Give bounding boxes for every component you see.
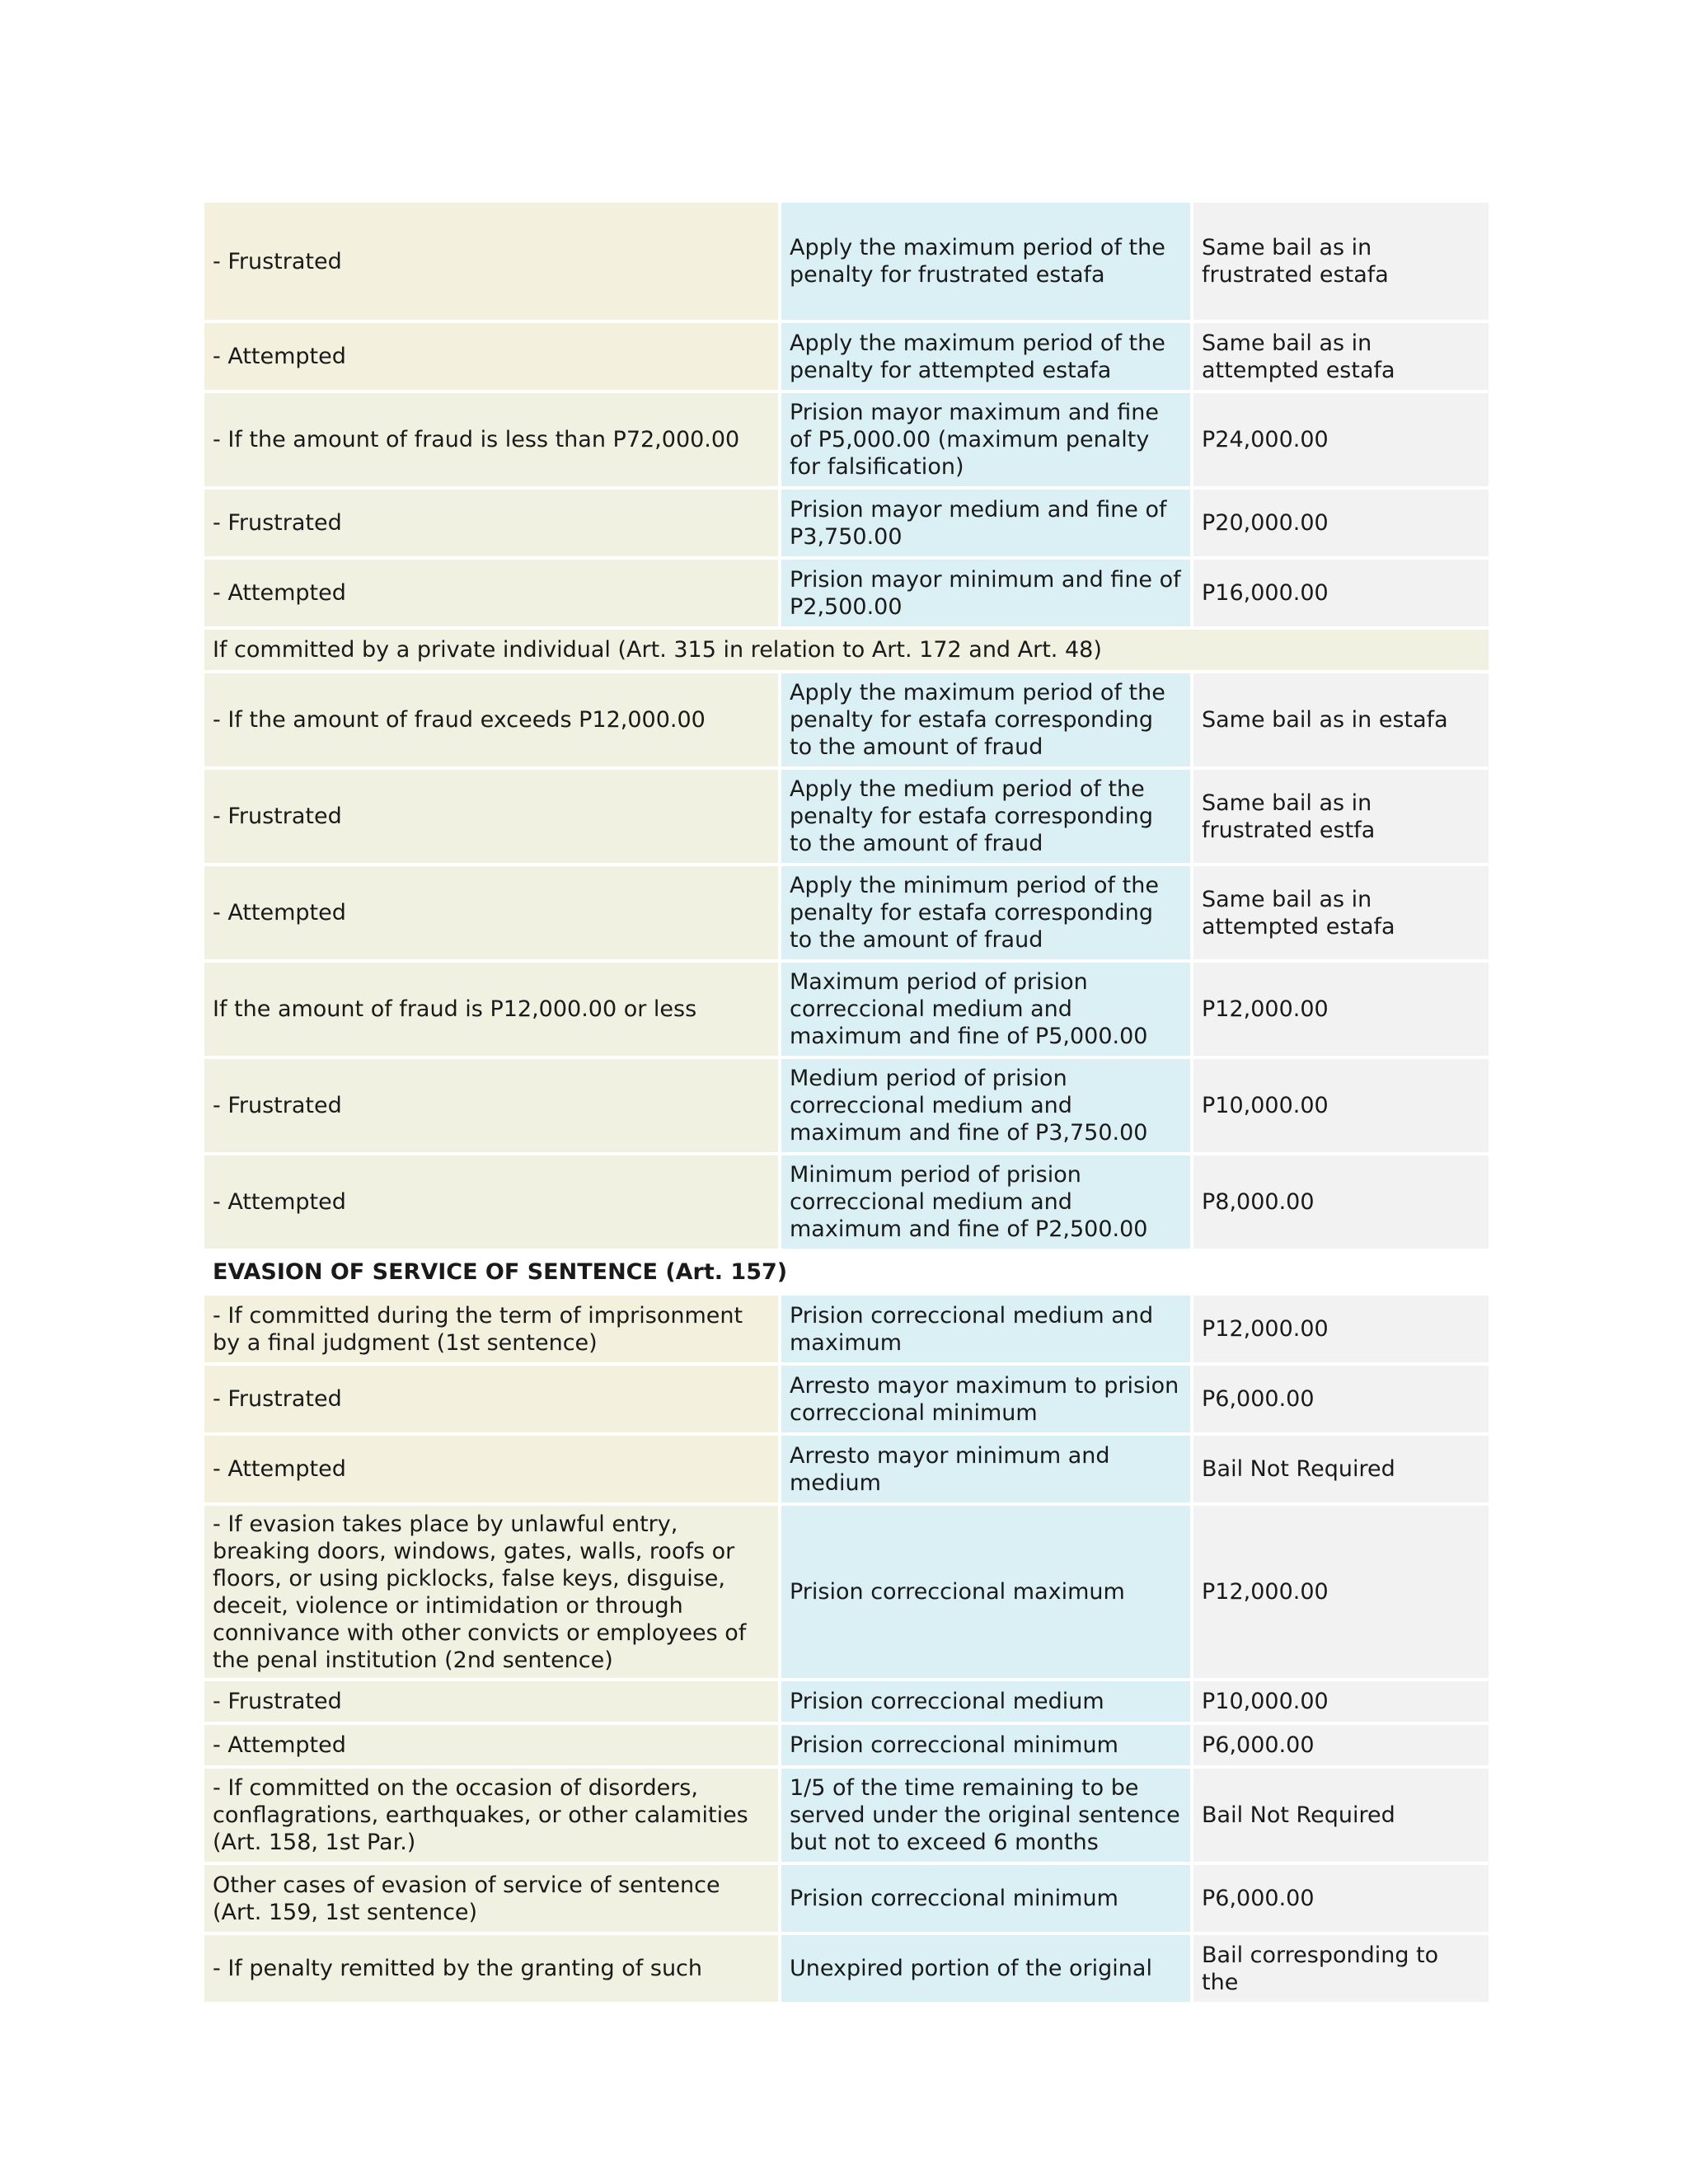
penalty-cell: Unexpired portion of the original — [780, 1933, 1192, 2004]
bail-cell: P12,000.00 — [1192, 961, 1490, 1057]
bail-cell: Same bail as in estafa — [1192, 672, 1490, 768]
offense-cell: - Attempted — [203, 1723, 780, 1767]
bail-schedule-table — [201, 199, 1492, 2005]
penalty-cell: Apply the maximum period of the penalty for estafa corresponding to the amount of fraud — [780, 672, 1192, 768]
table-row — [203, 1933, 1490, 2004]
bail-cell: P12,000.00 — [1192, 1294, 1490, 1364]
bail-cell: Same bail as in frustrated estafa — [1192, 201, 1490, 321]
offense-cell: - If committed during the term of imprisonment by a final judgment (1st sentence) — [203, 1294, 780, 1364]
penalty-cell: Apply the minimum period of the penalty for estafa corresponding to the amount of fraud — [780, 865, 1192, 961]
offense-cell: - Frustrated — [203, 768, 780, 865]
offense-cell: - Attempted — [203, 1434, 780, 1504]
table-row — [203, 321, 1490, 391]
table-row — [203, 1057, 1490, 1154]
offense-cell: - If the amount of fraud exceeds P12,000.00 — [203, 672, 780, 768]
bail-cell: Bail Not Required — [1192, 1767, 1490, 1863]
offense-cell: - Frustrated — [203, 1364, 780, 1434]
offense-cell: - If penalty remitted by the granting of such — [203, 1933, 780, 2004]
bail-cell: P6,000.00 — [1192, 1723, 1490, 1767]
offense-cell: - Frustrated — [203, 1057, 780, 1154]
penalty-cell: Apply the maximum period of the penalty for attempted estafa — [780, 321, 1192, 391]
heading-blank-cell — [1192, 1250, 1490, 1294]
penalty-cell: Prision correccional minimum — [780, 1863, 1192, 1933]
table-row — [203, 1364, 1490, 1434]
table-row — [203, 201, 1490, 321]
table-row — [203, 1294, 1490, 1364]
offense-cell: - If committed on the occasion of disorders, conflagrations, earthquakes, or other calamities (Art. 158, 1st Par.) — [203, 1767, 780, 1863]
penalty-cell: Prision mayor minimum and fine of P2,500.00 — [780, 558, 1192, 628]
penalty-cell: Prision mayor maximum and fine of P5,000.00 (maximum penalty for falsification) — [780, 391, 1192, 488]
offense-cell: - Frustrated — [203, 488, 780, 558]
bail-cell: P24,000.00 — [1192, 391, 1490, 488]
penalty-cell: Apply the medium period of the penalty for estafa corresponding to the amount of fraud — [780, 768, 1192, 865]
bail-cell: Same bail as in frustrated estfa — [1192, 768, 1490, 865]
table-row — [203, 865, 1490, 961]
bail-cell: Same bail as in attempted estafa — [1192, 321, 1490, 391]
bail-cell: Bail Not Required — [1192, 1434, 1490, 1504]
offense-cell: - If evasion takes place by unlawful entry, breaking doors, windows, gates, walls, roofs or floors, or using picklocks, false keys, disguise, deceit, violence or intimidation or through connivance with other convicts or employees of the penal institution (2nd sentence) — [203, 1504, 780, 1680]
bail-cell: P20,000.00 — [1192, 488, 1490, 558]
penalty-cell: Apply the maximum period of the penalty for frustrated estafa — [780, 201, 1192, 321]
offense-cell: - Attempted — [203, 1154, 780, 1250]
penalty-cell: Arresto mayor minimum and medium — [780, 1434, 1192, 1504]
table-row — [203, 628, 1490, 672]
table-row — [203, 1863, 1490, 1933]
offense-cell: - Attempted — [203, 558, 780, 628]
table-row — [203, 1434, 1490, 1504]
penalty-cell: 1/5 of the time remaining to be served under the original sentence but not to exceed 6 months — [780, 1767, 1192, 1863]
offense-cell: - Attempted — [203, 865, 780, 961]
table-row — [203, 1504, 1490, 1680]
bail-cell: P10,000.00 — [1192, 1057, 1490, 1154]
offense-cell: - Frustrated — [203, 201, 780, 321]
offense-cell: - Frustrated — [203, 1680, 780, 1723]
table-row — [203, 1767, 1490, 1863]
offense-cell: - Attempted — [203, 321, 780, 391]
penalty-cell: Prision mayor medium and fine of P3,750.00 — [780, 488, 1192, 558]
bail-cell: P16,000.00 — [1192, 558, 1490, 628]
table-row — [203, 672, 1490, 768]
offense-cell: If the amount of fraud is P12,000.00 or less — [203, 961, 780, 1057]
table-row — [203, 488, 1490, 558]
bail-cell: P6,000.00 — [1192, 1863, 1490, 1933]
table-row — [203, 391, 1490, 488]
section-heading-row — [203, 1250, 1490, 1294]
table-row — [203, 1723, 1490, 1767]
penalty-cell: Prision correccional medium and maximum — [780, 1294, 1192, 1364]
table-row — [203, 961, 1490, 1057]
penalty-cell: Medium period of prision correccional medium and maximum and fine of P3,750.00 — [780, 1057, 1192, 1154]
offense-cell: - If the amount of fraud is less than P72,000.00 — [203, 391, 780, 488]
table-row — [203, 1154, 1490, 1250]
table-row — [203, 558, 1490, 628]
penalty-cell: Prision correccional maximum — [780, 1504, 1192, 1680]
penalty-cell: Prision correccional minimum — [780, 1723, 1192, 1767]
section-heading: EVASION OF SERVICE OF SENTENCE (Art. 157) — [203, 1250, 1192, 1294]
penalty-cell: Maximum period of prision correccional medium and maximum and fine of P5,000.00 — [780, 961, 1192, 1057]
bail-table-page — [201, 199, 1489, 1995]
offense-cell: Other cases of evasion of service of sentence (Art. 159, 1st sentence) — [203, 1863, 780, 1933]
bail-cell: P8,000.00 — [1192, 1154, 1490, 1250]
bail-cell: P6,000.00 — [1192, 1364, 1490, 1434]
penalty-cell: Prision correccional medium — [780, 1680, 1192, 1723]
category-row-label: If committed by a private individual (Art. 315 in relation to Art. 172 and Art. 48) — [203, 628, 1490, 672]
penalty-cell: Arresto mayor maximum to prision correccional minimum — [780, 1364, 1192, 1434]
bail-cell: Same bail as in attempted estafa — [1192, 865, 1490, 961]
bail-cell: P12,000.00 — [1192, 1504, 1490, 1680]
table-row — [203, 768, 1490, 865]
bail-cell: Bail corresponding to the — [1192, 1933, 1490, 2004]
bail-cell: P10,000.00 — [1192, 1680, 1490, 1723]
table-row — [203, 1680, 1490, 1723]
penalty-cell: Minimum period of prision correccional medium and maximum and fine of P2,500.00 — [780, 1154, 1192, 1250]
